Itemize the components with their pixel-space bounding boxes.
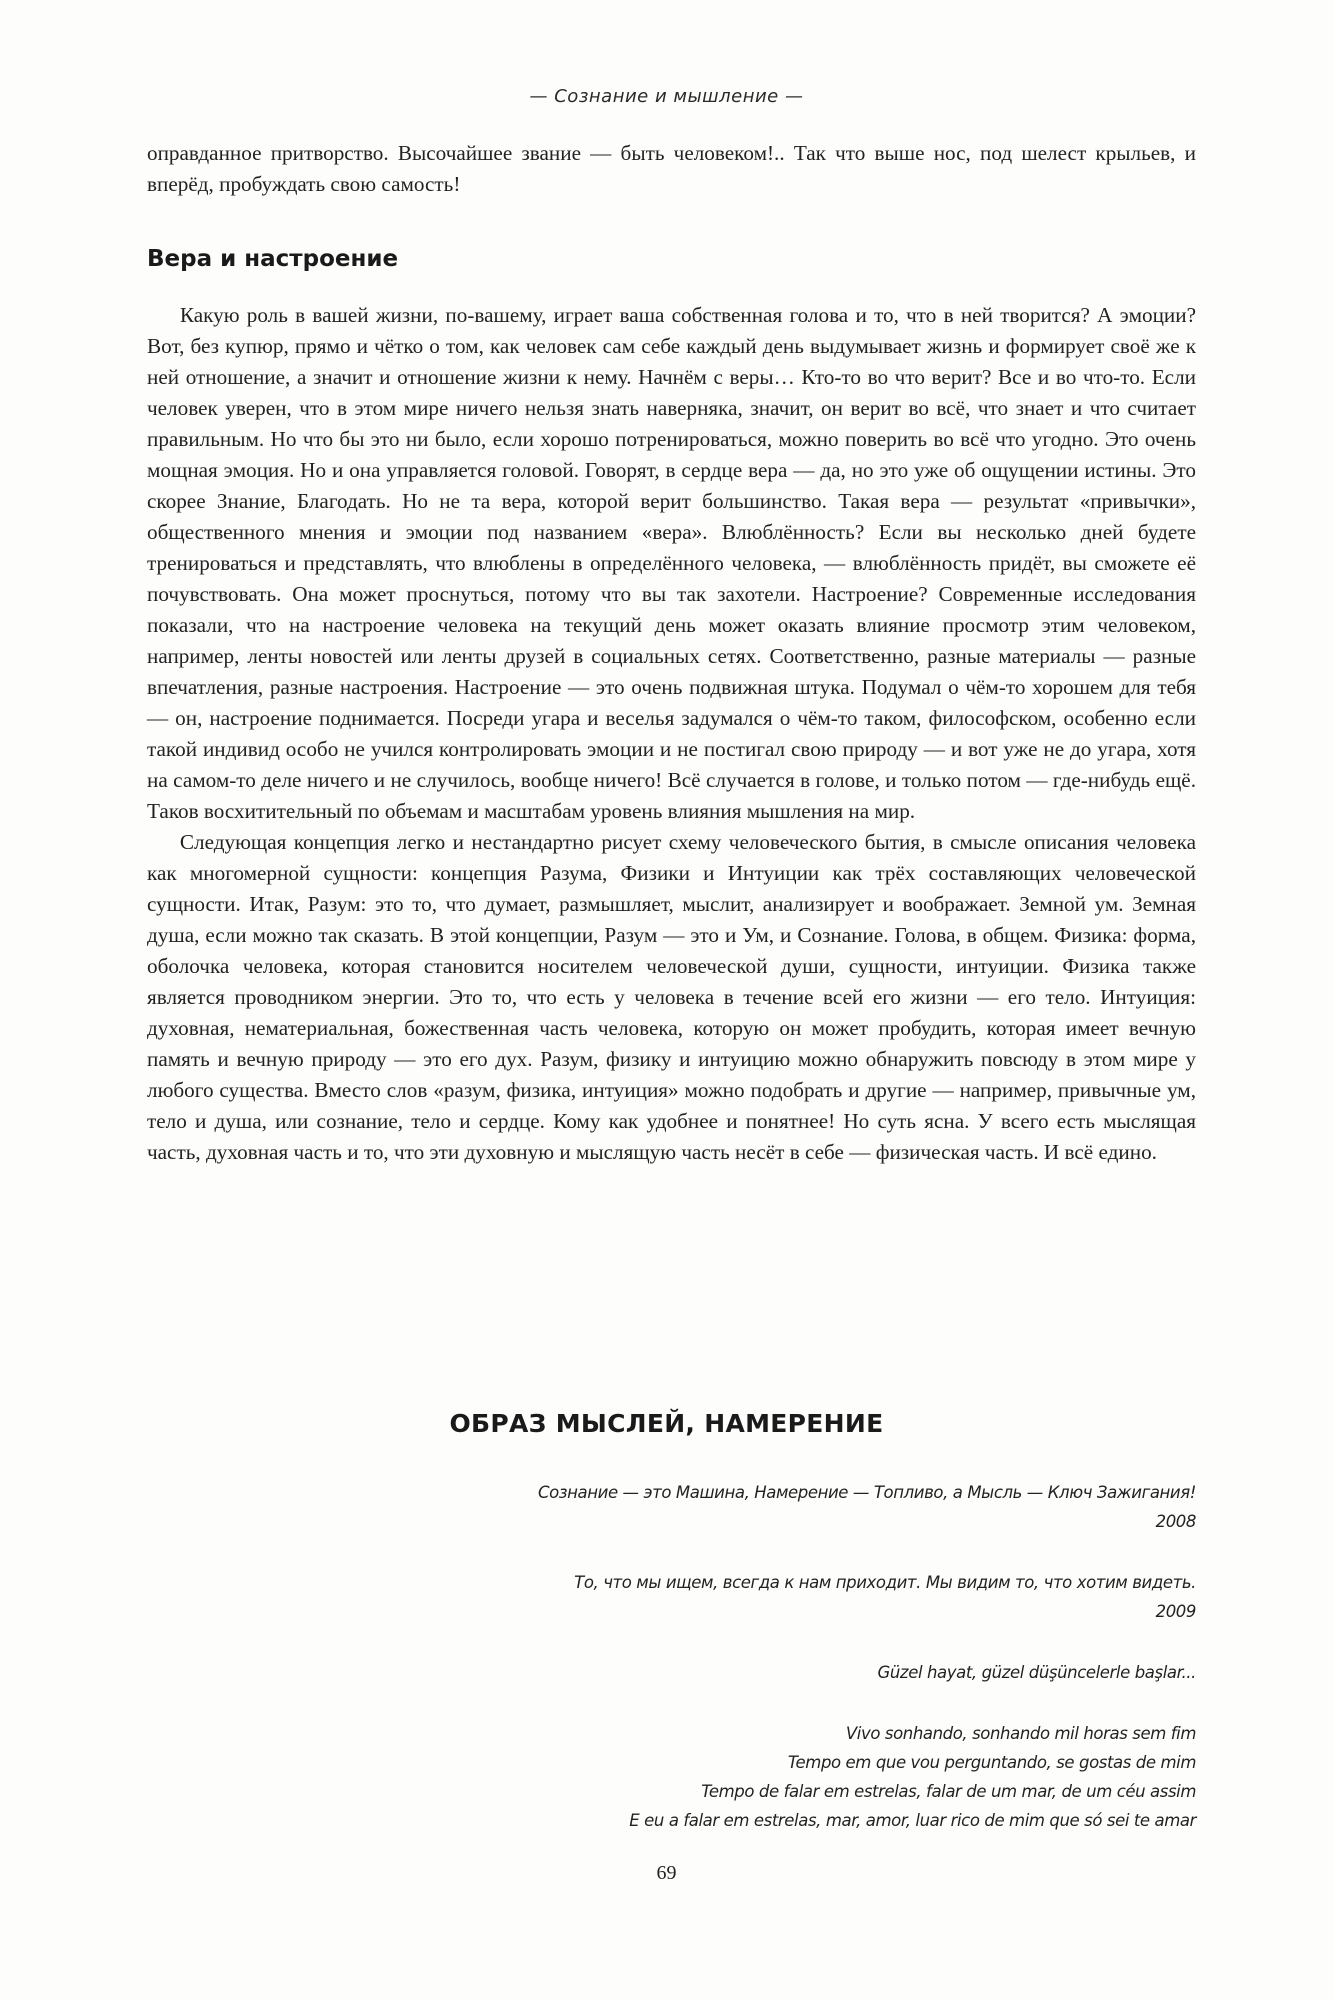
epigraph-year: 2008 [1155,1512,1196,1531]
epigraph-line: Vivo sonhando, sonhando mil horas sem fim [845,1724,1196,1743]
epigraph-line: Tempo de falar em estrelas, falar de um mar, de um céu assim [701,1782,1196,1801]
epigraph-line: Tempo em que vou perguntando, se gostas de mim [787,1753,1196,1772]
epigraph-line: E eu a falar em estrelas, mar, amor, luar rico de mim que só sei te amar [629,1811,1196,1830]
epigraph-line: Güzel hayat, güzel düşüncelerle başlar... [877,1663,1196,1682]
section-paragraph-2: Следующая концепция легко и нестандартно рисует схему человеческого бытия, в смысле описания человека как многомерной сущности: концепция Разума, Физики и Интуиции как трёх составляющих человеческой сущности. Итак, Разум: это то, что думает, размышляет, мыслит, анализирует и воображает. Земной ум. Земная душа, если можно так сказать. В этой концепции, Разум — это и Ум, и Сознание. Голова, в общем. Физика: форма, оболочка человека, которая становится носителем человеческой души, сущности, интуиции. Физика также является проводником энергии. Это то, что есть у человека в течение всей его жизни — его тело. Интуиция: духовная, нематериальная, божественная часть человека, которую он может пробудить, которая имеет вечную память и вечную природу — это его дух. Разум, физику и интуицию можно обнаружить повсюду в этом мире у любого существа. Вместо слов «разум, физика, интуиция» можно подобрать и другие — например, привычные ум, тело и душа, или сознание, тело и сердце. Кому как удобнее и понятнее! Но суть ясна. У всего есть мыслящая часть, духовная часть и то, что эти духовную и мыслящую часть несёт в себе — физическая часть. И всё едино. [147,830,1196,1164]
section-body [147,300,1196,1168]
section-paragraph-1: Какую роль в вашей жизни, по-вашему, играет ваша собственная голова и то, что в ней творится? А эмоции? Вот, без купюр, прямо и чётко о том, как человек сам себе каждый день выдумывает жизнь и формирует своё же к ней отношение, а значит и отношение жизни к нему. Начнём с веры… Кто-то во что верит? Все и во что-то. Если человек уверен, что в этом мире ничего нельзя знать наверняка, значит, он верит во всё, что знает и что считает правильным. Но что бы это ни было, если хорошо потренироваться, можно поверить во всё что угодно. Это очень мощная эмоция. Но и она управляется головой. Говорят, в сердце вера — да, но это уже об ощущении истины. Это скорее Знание, Благодать. Но не та вера, которой верит большинство. Такая вера — результат «привычки», общественного мнения и эмоции под названием «вера». Влюблённость? Если вы несколько дней будете тренироваться и представлять, что влюблены в определённого человека, — влюблённость придёт, вы сможете её почувствовать. Она может проснуться, потому что вы так захотели. Настроение? Современные исследования показали, что на настроение человека на текущий день может оказать влияние просмотр этим человеком, например, ленты новостей или ленты друзей в социальных сетях. Соответственно, разные материалы — разные впечатления, разные настроения. Настроение — это очень подвижная штука. Подумал о чём-то хорошем для тебя — он, настроение поднимается. Посреди угара и веселья задумался о чём-то таком, философском, особенно если такой индивид особо не учился контролировать эмоции и не постигал свою природу — и вот уже не до угара, хотя на самом-то деле ничего и не случилось, вообще ничего! Всё случается в голове, и только потом — где-нибудь ещё. Таков восхитительный по объемам и масштабам уровень влияния мышления на мир. [147,303,1196,823]
epigraph-line: Сознание — это Машина, Намерение — Топливо, а Мысль — Ключ Зажигания! [537,1483,1196,1502]
running-head: — Сознание и мышление — [529,86,804,107]
epigraph-3 [296,1658,1196,1687]
epigraph-1 [296,1478,1196,1536]
page-number: 69 [656,1862,677,1884]
epigraph-year: 2009 [1155,1602,1196,1621]
epigraph-4 [296,1719,1196,1835]
epigraph-line: То, что мы ищем, всегда к нам приходит. Мы видим то, что хотим видеть. [574,1573,1196,1592]
intro-text: оправданное притворство. Высочайшее звание — быть человеком!.. Так что выше нос, под шелест крыльев, и вперёд, пробуждать свою самость! [147,141,1196,196]
chapter-heading: ОБРАЗ МЫСЛЕЙ, НАМЕРЕНИЕ [449,1409,884,1438]
epigraphs [296,1478,1196,1867]
epigraph-2 [296,1568,1196,1626]
section-heading: Вера и настроение [147,246,399,272]
intro-paragraph [147,138,1196,200]
